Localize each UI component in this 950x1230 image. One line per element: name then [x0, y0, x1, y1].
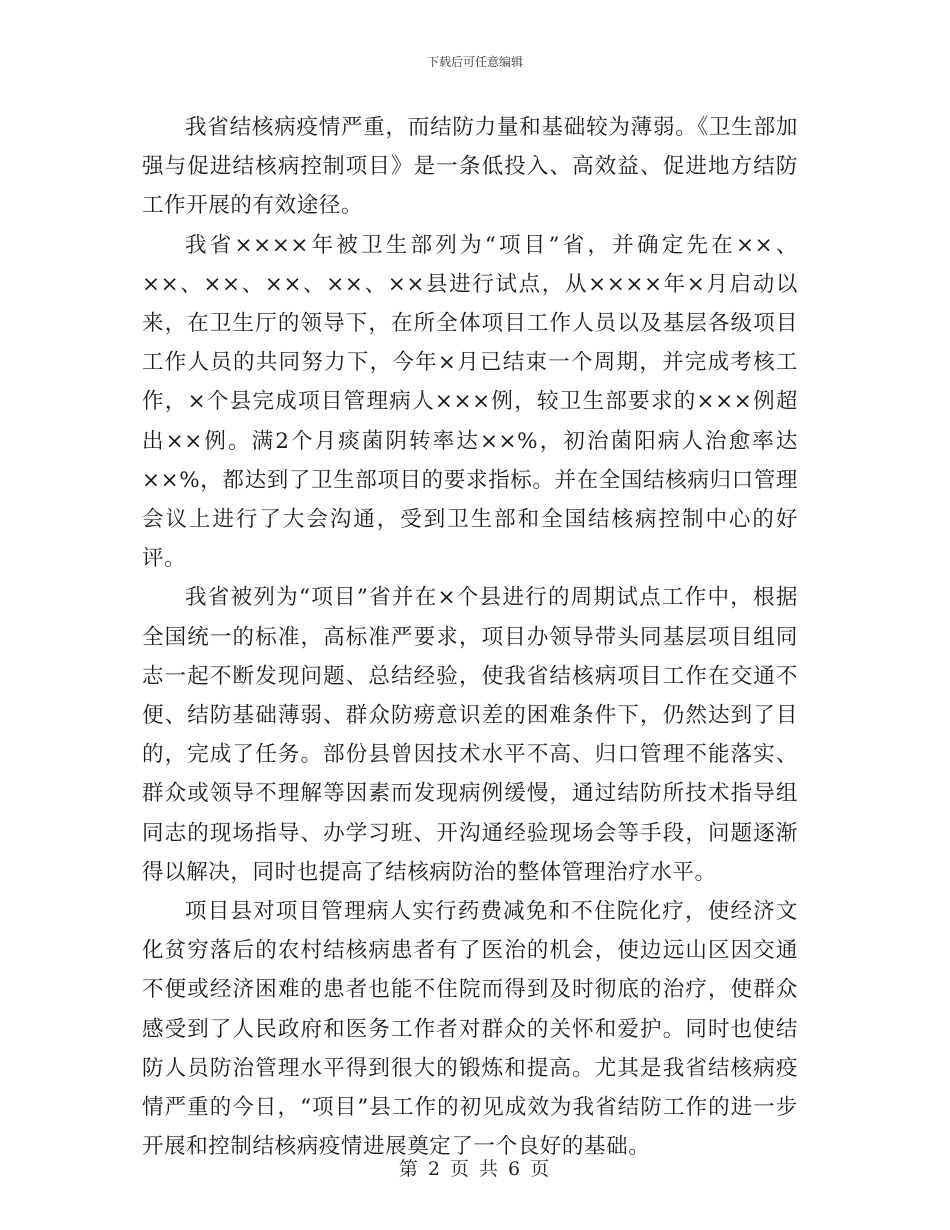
paragraph-2: 我省××××年被卫生部列为“项目”省，并确定先在××、××、××、××、××、××县进行试点，从××××年×月启动以来，在卫生厅的领导下，在所全体项目工作人员以及基层各级项目工作人员的共同努力下，今年×月已结束一个周期，并完成考核工作，×个县完成项目管理病人×××例，较卫生部要求的×××例超出××例。满2个月痰菌阴转率达××%，初治菌阳病人治愈率达××%，都达到了卫生部项目的要求指标。并在全国结核病归口管理会议上进行了大会沟通，受到卫生部和全国结核病控制中心的好评。	[142, 232, 798, 572]
paragraph-4: 项目县对项目管理病人实行药费减免和不住院化疗，使经济文化贫穷落后的农村结核病患者有了医治的机会，使边远山区因交通不便或经济困难的患者也能不住院而得到及时彻底的治疗，使群众感受到了人民政府和医务工作者对群众的关怀和爱护。同时也使结防人员防治管理水平得到很大的锻炼和提高。尤其是我省结核病疫情严重的今日，“项目”县工作的初见成效为我省结防工作的进一步开展和控制结核病疫情进展奠定了一个良好的基础。	[142, 899, 798, 1160]
page-header-note: 下载后可任意编辑	[426, 55, 523, 69]
document-body	[142, 108, 798, 1166]
paragraph-3: 我省被列为“项目”省并在×个县进行的周期试点工作中，根据全国统一的标准，高标准严要求，项目办领导带头同基层项目组同志一起不断发现问题、总结经验，使我省结核病项目工作在交通不便、结防基础薄弱、群众防痨意识差的困难条件下，仍然达到了目的，完成了任务。部份县曾因技术水平不高、归口管理不能落实、群众或领导不理解等因素而发现病例缓慢，通过结防所技术指导组同志的现场指导、办学习班、开沟通经验现场会等手段，问题逐渐得以解决，同时也提高了结核病防治的整体管理治疗水平。	[142, 585, 798, 885]
page-number-footer: 第 2 页 共 6 页	[398, 1158, 552, 1180]
paragraph-1: 我省结核病疫情严重，而结防力量和基础较为薄弱。《卫生部加强与促进结核病控制项目》是一条低投入、高效益、促进地方结防工作开展的有效途径。	[142, 115, 798, 219]
